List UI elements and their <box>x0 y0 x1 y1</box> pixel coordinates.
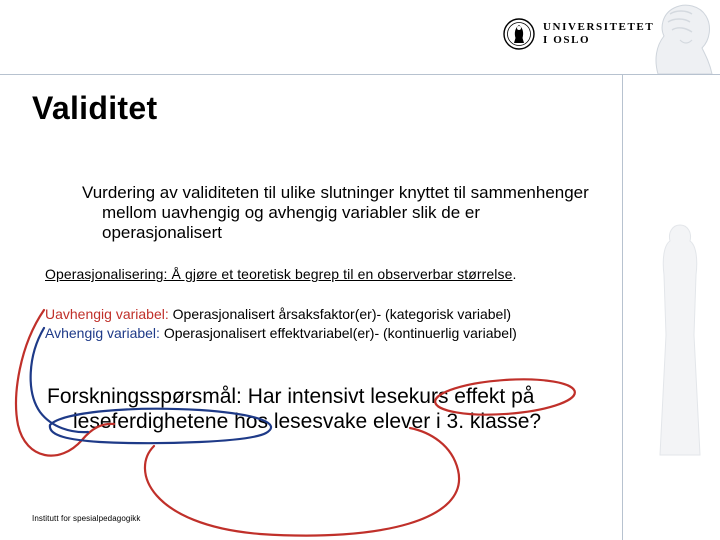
university-name-line2: I OSLO <box>543 34 591 46</box>
operationalization-text: : Å gjøre et teoretisk begrep til en observerbar størrelse <box>163 266 513 282</box>
definition-line3: operasjonalisert <box>102 223 223 242</box>
definition-line1: Vurdering av validiteten til ulike slutninger knyttet til sammenhenger <box>82 183 589 202</box>
university-logo <box>503 18 655 50</box>
dependent-variable-text: Operasjonalisert effektvariabel(er)- (kontinuerlig variabel) <box>159 325 517 341</box>
definition-line2: mellom uavhengig og avhengig variabler slik de er <box>102 203 480 222</box>
right-divider <box>622 75 623 540</box>
research-question-line2: leseferdighetene hos lesesvake elever i 3. klasse? <box>73 410 542 433</box>
university-name <box>543 21 654 47</box>
independent-variable <box>45 306 511 322</box>
red-annotation-oval <box>145 428 459 536</box>
research-question-line1: Forskningsspørsmål: Har intensivt lesekurs effekt på <box>47 385 535 408</box>
operationalization-end: . <box>512 266 517 282</box>
independent-variable-label: Uavhengig variabel: <box>45 306 169 322</box>
operationalization-definition <box>45 266 516 282</box>
validity-definition <box>82 183 682 243</box>
operationalization-term: Operasjonalisering <box>45 266 164 282</box>
slide-title: Validitet <box>32 90 158 126</box>
dependent-variable-label: Avhengig variabel: <box>45 325 160 341</box>
university-seal-icon <box>503 18 535 50</box>
footer-institute: Institutt for spesialpedagogikk <box>32 514 141 523</box>
decorative-figure-icon <box>640 215 720 465</box>
dependent-variable <box>45 325 517 341</box>
independent-variable-text: Operasjonalisert årsaksfaktor(er)- (kategorisk variabel) <box>168 306 512 322</box>
apollo-bust-icon <box>640 0 720 74</box>
research-question <box>47 384 627 434</box>
university-name-line1: UNIVERSITETET <box>543 21 655 33</box>
header-divider <box>0 74 720 75</box>
